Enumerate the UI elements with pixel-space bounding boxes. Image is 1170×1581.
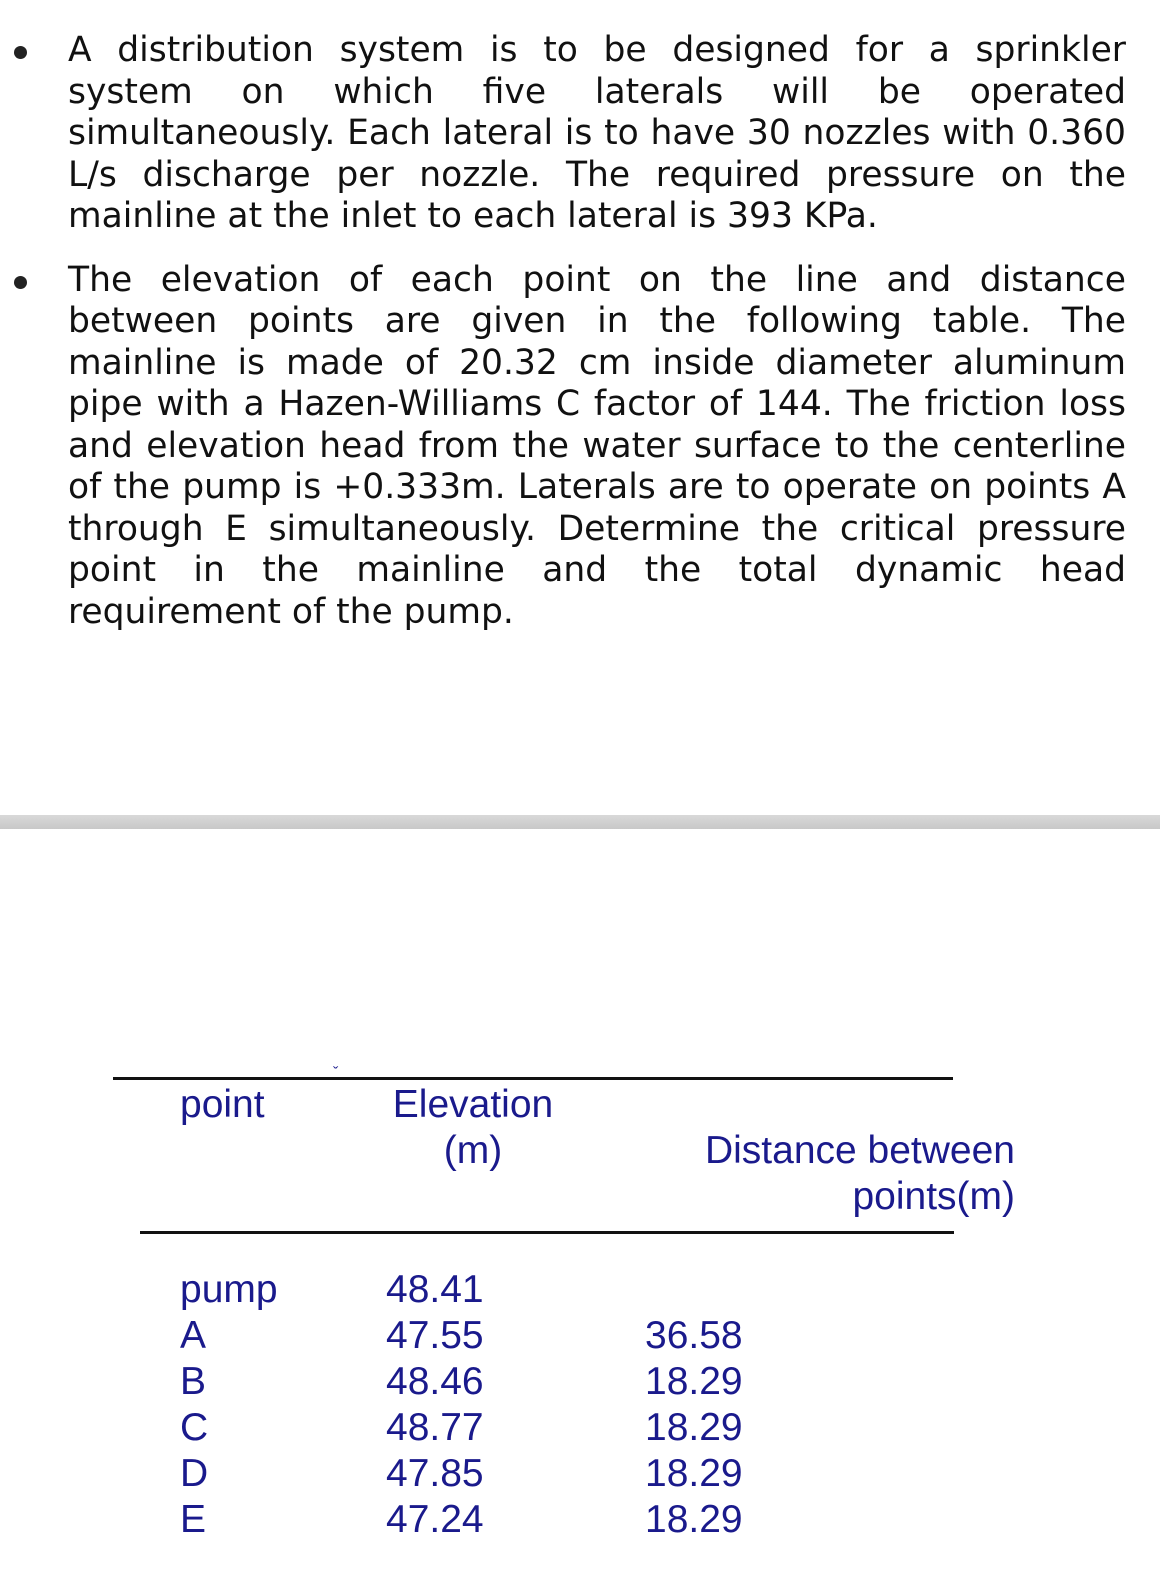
- header-point: point: [180, 1083, 265, 1126]
- cell-elevation: 48.41: [386, 1268, 484, 1311]
- cell-point: pump: [180, 1268, 278, 1311]
- cell-distance: 18.29: [645, 1360, 743, 1403]
- cell-elevation: 48.77: [386, 1406, 484, 1449]
- bullet-text: A distribution system is to be designed for a sprinkler system on which five laterals will be operated simultaneously. Each lateral is to have 30 nozzles with 0.360 L/s discharge per nozzle. The required pressure on the mainline at the inlet to each lateral is 393 KPa.: [68, 30, 1126, 236]
- column-point: [180, 1267, 278, 1543]
- cell-point: D: [180, 1452, 209, 1495]
- cell-elevation: 47.55: [386, 1314, 484, 1357]
- column-elevation: [386, 1267, 484, 1543]
- cell-elevation: 47.85: [386, 1452, 484, 1495]
- table-top-rule: [113, 1077, 953, 1080]
- cell-distance: 18.29: [645, 1498, 743, 1541]
- bullet-text: The elevation of each point on the line and distance between points are given in the following table. The mainline is made of 20.32 cm inside diameter aluminum pipe with a Hazen-Williams C factor of 144. The friction loss and elevation head from the water surface to the centerline of the pump is +0.333m. Laterals are to operate on points A through E simultaneously. Determine the critical pressure point in the mainline and the total dynamic head requirement of the pump.: [68, 259, 1126, 632]
- cell-point: C: [180, 1406, 209, 1449]
- cell-distance: 18.29: [645, 1406, 743, 1449]
- cell-point: B: [180, 1360, 207, 1403]
- header-distance: [655, 1128, 1015, 1220]
- header-elevation: [378, 1082, 568, 1174]
- table-header-rule: [140, 1231, 954, 1234]
- cell-point: A: [180, 1314, 207, 1357]
- header-distance-line2: points(m): [852, 1175, 1015, 1218]
- stray-mark-icon: ˇ: [333, 1065, 339, 1082]
- cell-distance: 18.29: [645, 1452, 743, 1495]
- cell-elevation: 48.46: [386, 1360, 484, 1403]
- cell-point: E: [180, 1498, 207, 1541]
- column-distance: [645, 1313, 743, 1543]
- cell-distance: 36.58: [645, 1314, 743, 1357]
- cell-elevation: 47.24: [386, 1498, 484, 1541]
- header-elevation-line2: (m): [443, 1129, 503, 1172]
- header-elevation-line1: Elevation: [392, 1083, 554, 1126]
- header-distance-line1: Distance between: [704, 1129, 1015, 1172]
